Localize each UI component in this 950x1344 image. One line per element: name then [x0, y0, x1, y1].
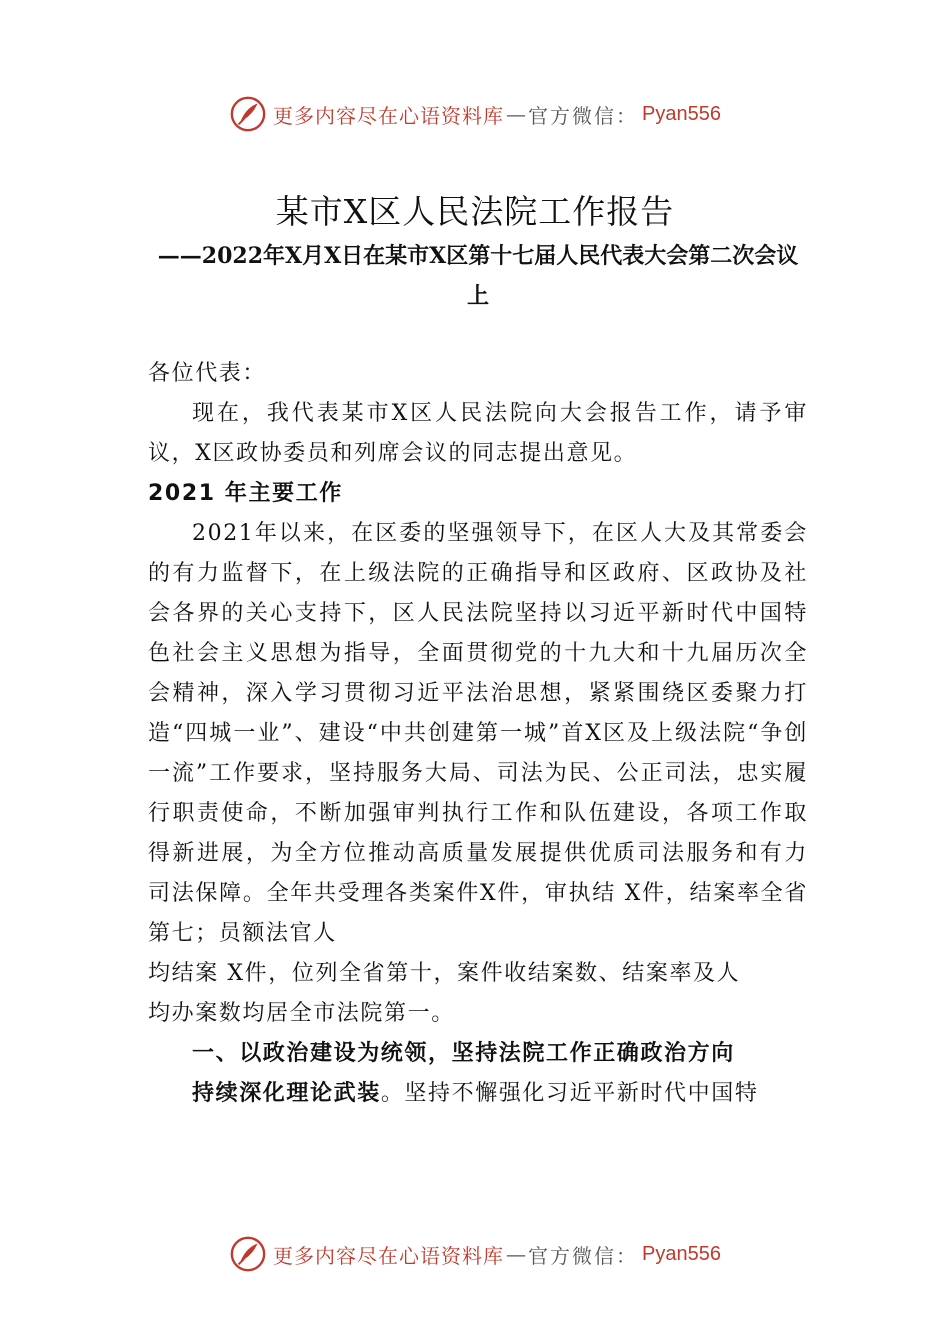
- paragraph-two-text: 。坚持不懈强化习近平新时代中国特: [380, 1081, 759, 1106]
- watermark-banner-bottom: [0, 1232, 950, 1276]
- salutation: 各位代表：: [148, 361, 267, 386]
- document-subtitle: ——2022年X月X日在某市X区第十七届人民代表大会第二次会议上: [157, 243, 799, 309]
- watermark-label: 官方微信：: [528, 1243, 639, 1268]
- watermark-separator: —: [506, 1242, 527, 1266]
- watermark-separator: —: [506, 102, 527, 126]
- watermark-text: 更多内容尽在心语资料库: [273, 103, 505, 128]
- watermark-id: Pyan556: [642, 1242, 721, 1265]
- watermark-text: 更多内容尽在心语资料库: [273, 1243, 505, 1268]
- body-paragraph-line2: 均结案 X件，位列全省第十，案件收结案数、结案率及人: [148, 961, 741, 986]
- watermark-id: Pyan556: [642, 102, 721, 125]
- quill-logo-icon: [229, 95, 267, 133]
- body-paragraph: 2021年以来，在区委的坚强领导下，在区人大及其常委会的有力监督下，在上级法院的正确指导和区政府、区政协及社会各界的关心支持下，区人民法院坚持以习近平新时代中国特色社会主义思想为指导，全面贯彻党的十九大和十九届历次全会精神，深入学习贯彻习近平法治思想，紧紧围绕区委聚力打造“四城一业”、建设“中共创建第一城”首X区及上级法院“争创一流”工作要求，坚持服务大局、司法为民、公正司法，忠实履行职责使命，不断加强审判执行工作和队伍建设，各项工作取得新进展，为全方位推动高质量发展提供优质司法服务和有力司法保障。全年共受理各类案件X件，审执结 X件，结案率全省第七；员额法官人: [148, 521, 808, 946]
- quill-logo-icon: [229, 1235, 267, 1273]
- paragraph-two-lead: 持续深化理论武装: [192, 1081, 381, 1106]
- paragraph-two: [148, 1074, 808, 1114]
- body-paragraph-line3: 均办案数均居全市法院第一。: [148, 1001, 455, 1026]
- section-heading: 2021 年主要工作: [148, 481, 343, 506]
- document-title: 某市X区人民法院工作报告: [275, 192, 675, 231]
- watermark-banner-top: [0, 92, 950, 136]
- document-body: [148, 354, 808, 1114]
- heading-one: 一、以政治建设为统领，坚持法院工作正确政治方向: [192, 1041, 735, 1066]
- opening-paragraph: 现在，我代表某市X区人民法院向大会报告工作，请予审议，X区政协委员和列席会议的同志提出意见。: [148, 401, 808, 466]
- watermark-label: 官方微信：: [528, 103, 639, 128]
